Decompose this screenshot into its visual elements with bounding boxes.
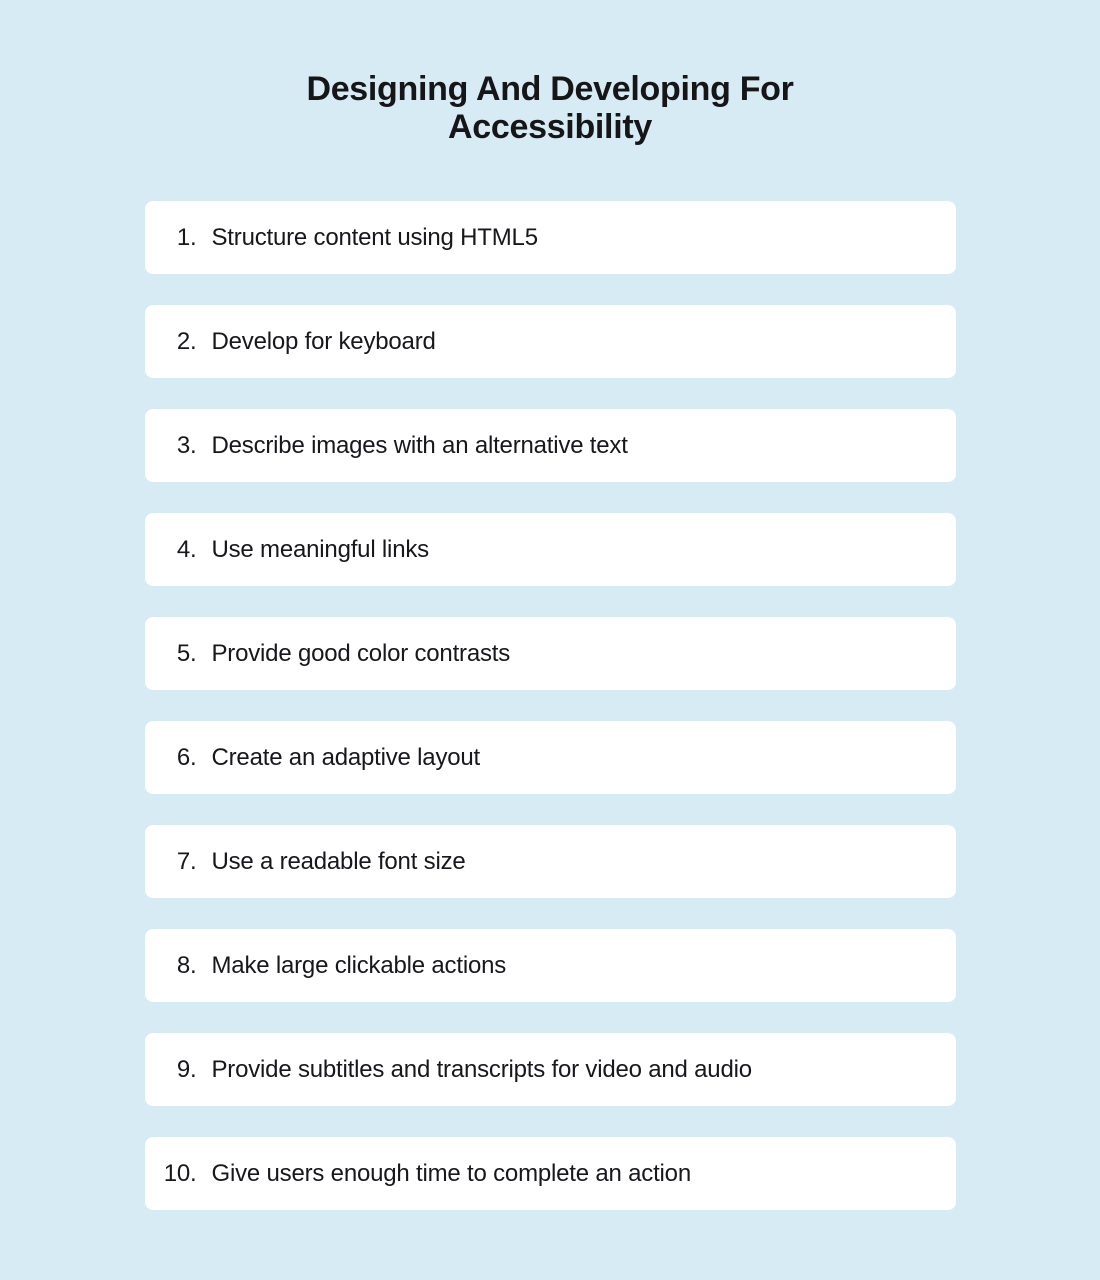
list-item-number: 9. bbox=[176, 1055, 197, 1083]
list-item-label: Develop for keyboard bbox=[211, 327, 436, 355]
list-item bbox=[145, 513, 956, 586]
list-item-number: 10. bbox=[163, 1159, 197, 1187]
list-item-number: 4. bbox=[176, 535, 197, 563]
list-item-number: 3. bbox=[176, 431, 197, 459]
list-item bbox=[145, 1033, 956, 1106]
list-item-label: Describe images with an alternative text bbox=[211, 431, 628, 459]
list-item-label: Provide subtitles and transcripts for video and audio bbox=[211, 1055, 752, 1083]
list-item-number: 5. bbox=[176, 639, 197, 667]
list-item-label: Structure content using HTML5 bbox=[211, 223, 538, 251]
list-item-label: Use a readable font size bbox=[211, 847, 466, 875]
list-item-number: 6. bbox=[176, 743, 197, 771]
page-title: Designing And Developing For Accessibility bbox=[306, 70, 794, 146]
tips-list bbox=[145, 201, 956, 1210]
list-item-label: Provide good color contrasts bbox=[211, 639, 511, 667]
list-item bbox=[145, 825, 956, 898]
list-item bbox=[145, 201, 956, 274]
list-item bbox=[145, 1137, 956, 1210]
list-item-number: 1. bbox=[176, 223, 197, 251]
list-item-number: 8. bbox=[176, 951, 197, 979]
list-item bbox=[145, 721, 956, 794]
list-item-number: 7. bbox=[176, 847, 197, 875]
list-item-label: Give users enough time to complete an action bbox=[211, 1159, 691, 1187]
list-item-label: Create an adaptive layout bbox=[211, 743, 481, 771]
list-item bbox=[145, 617, 956, 690]
list-item-number: 2. bbox=[176, 327, 197, 355]
list-item-label: Make large clickable actions bbox=[211, 951, 507, 979]
list-item bbox=[145, 929, 956, 1002]
list-item bbox=[145, 305, 956, 378]
list-item-label: Use meaningful links bbox=[211, 535, 429, 563]
list-item bbox=[145, 409, 956, 482]
